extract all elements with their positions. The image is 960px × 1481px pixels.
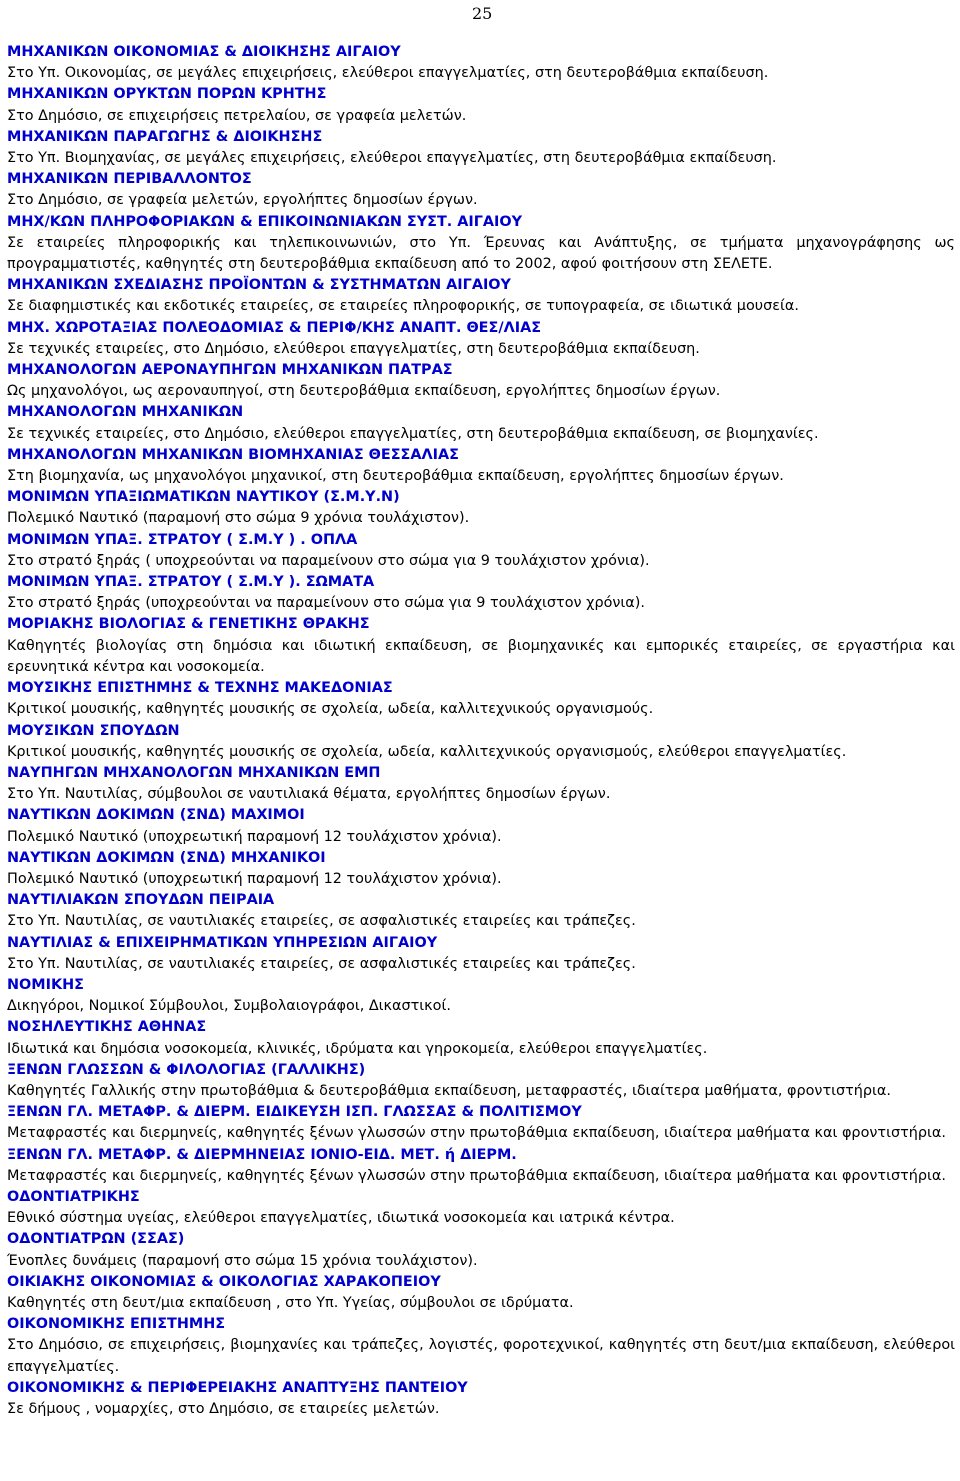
entry (7, 402, 955, 444)
entry (7, 678, 955, 720)
entry-description: Πολεμικό Ναυτικό (υποχρεωτική παραμονή 12 τουλάχιστον χρόνια). (7, 870, 502, 887)
entry-description: Στο στρατό ξηράς ( υποχρεούνται να παραμείνουν στο σώμα για 9 τουλάχιστον χρόνια). (7, 552, 650, 569)
entry (7, 445, 955, 487)
entry (7, 933, 955, 975)
entry-title: ΟΙΚΙΑΚΗΣ ΟΙΚΟΝΟΜΙΑΣ & ΟΙΚΟΛΟΓΙΑΣ ΧΑΡΑΚΟΠΕΙΟΥ (7, 1273, 441, 1290)
entry (7, 1187, 955, 1229)
entry-description: Στη βιομηχανία, ως μηχανολόγοι μηχανικοί, στη δευτεροβάθμια εκπαίδευση, εργολήπτες δημοσίων έργων. (7, 468, 784, 485)
entry (7, 1017, 955, 1059)
entry (7, 975, 955, 1017)
entry (7, 127, 955, 169)
entry-description: Ως μηχανολόγοι, ως αεροναυπηγοί, στη δευτεροβάθμια εκπαίδευση, εργολήπτες δημοσίων έργων. (7, 383, 721, 400)
entry-description: Κριτικοί μουσικής, καθηγητές μουσικής σε σχολεία, ωδεία, καλλιτεχνικούς οργανισμούς. (7, 701, 654, 718)
entry (7, 530, 955, 572)
entry (7, 487, 955, 529)
entry-title: ΝΑΥΤΙΚΩΝ ΔΟΚΙΜΩΝ (ΣΝΔ) ΜΑΧΙΜΟΙ (7, 807, 305, 824)
entry-title: ΜΗΧ/ΚΩΝ ΠΛΗΡΟΦΟΡΙΑΚΩΝ & ΕΠΙΚΟΙΝΩΝΙΑΚΩΝ ΣΥΣΤ. ΑΙΓΑΙΟΥ (7, 213, 523, 230)
entry-description: Στο Υπ. Ναυτιλίας, σε ναυτιλιακές εταιρείες, σε ασφαλιστικές εταιρείες και τράπεζες. (7, 913, 636, 930)
entry-title: ΝΑΥΠΗΓΩΝ ΜΗΧΑΝΟΛΟΓΩΝ ΜΗΧΑΝΙΚΩΝ ΕΜΠ (7, 764, 381, 781)
entry (7, 1314, 955, 1378)
entry-title: ΟΔΟΝΤΙΑΤΡΙΚΗΣ (7, 1188, 140, 1205)
entry-title: ΞΕΝΩΝ ΓΛ. ΜΕΤΑΦΡ. & ΔΙΕΡΜΗΝΕΙΑΣ ΙΟΝΙΟ-ΕΙΔ. ΜΕΤ. ή ΔΙΕΡΜ. (7, 1146, 517, 1163)
entry-title: ΜΗΧΑΝΙΚΩΝ ΠΑΡΑΓΩΓΗΣ & ΔΙΟΙΚΗΣΗΣ (7, 128, 323, 145)
entry-description: Ιδιωτικά και δημόσια νοσοκομεία, κλινικές, ιδρύματα και γηροκομεία, ελεύθεροι επαγγελματίες. (7, 1040, 708, 1057)
entry (7, 84, 955, 126)
entry-description: Πολεμικό Ναυτικό (παραμονή στο σώμα 9 χρόνια τουλάχιστον). (7, 510, 470, 527)
entry (7, 360, 955, 402)
entry (7, 1145, 955, 1187)
entry (7, 721, 955, 763)
entry-title: ΜΟΝΙΜΩΝ ΥΠΑΞ. ΣΤΡΑΤΟΥ ( Σ.Μ.Υ ) . ΟΠΛΑ (7, 531, 358, 548)
entry-title: ΞΕΝΩΝ ΓΛΩΣΣΩΝ & ΦΙΛΟΛΟΓΙΑΣ (ΓΑΛΛΙΚΗΣ) (7, 1061, 366, 1078)
entry-title: ΝΑΥΤΙΚΩΝ ΔΟΚΙΜΩΝ (ΣΝΔ) ΜΗΧΑΝΙΚΟΙ (7, 849, 326, 866)
entry-description: Στο Υπ. Οικονομίας, σε μεγάλες επιχειρήσεις, ελεύθεροι επαγγελματίες, στη δευτεροβάθμια εκπαίδευση. (7, 65, 769, 82)
page-number: 25 (472, 4, 493, 23)
entry (7, 42, 955, 84)
entry (7, 1272, 955, 1314)
entry-description: Σε διαφημιστικές και εκδοτικές εταιρείες, σε εταιρείες πληροφορικής, σε τυπογραφεία, σε ιδιωτικά μουσεία. (7, 298, 799, 315)
entry (7, 275, 955, 317)
entry-description: Ένοπλες δυνάμεις (παραμονή στο σώμα 15 χρόνια τουλάχιστον). (7, 1252, 478, 1269)
entry-description: Σε εταιρείες πληροφορικής και τηλεπικοινωνιών, στο Υπ. Έρευνας και Ανάπτυξης, σε τμήματα μηχανογράφησης ως προγραμματιστές, καθηγητές στη δευτεροβάθμια εκπαίδευση από το 2002, αφού φοιτήσουν στη ΣΕΛΕΤΕ. (7, 234, 955, 273)
entry-title: ΜΗΧΑΝΙΚΩΝ ΠΕΡΙΒΑΛΛΟΝΤΟΣ (7, 171, 252, 188)
entry (7, 1378, 955, 1420)
entry-title: ΝΟΜΙΚΗΣ (7, 976, 84, 993)
entry-description: Δικηγόροι, Νομικοί Σύμβουλοι, Συμβολαιογράφοι, Δικαστικοί. (7, 998, 451, 1015)
entry-title: ΝΟΣΗΛΕΥΤΙΚΗΣ ΑΘΗΝΑΣ (7, 1019, 207, 1036)
entry-title: ΝΑΥΤΙΛΙΑΣ & ΕΠΙΧΕΙΡΗΜΑΤΙΚΩΝ ΥΠΗΡΕΣΙΩΝ ΑΙΓΑΙΟΥ (7, 934, 438, 951)
entry-title: ΜΟΥΣΙΚΗΣ ΕΠΙΣΤΗΜΗΣ & ΤΕΧΝΗΣ ΜΑΚΕΔΟΝΙΑΣ (7, 680, 393, 697)
entry-title: ΜΗΧΑΝΟΛΟΓΩΝ ΑΕΡΟΝΑΥΠΗΓΩΝ ΜΗΧΑΝΙΚΩΝ ΠΑΤΡΑΣ (7, 362, 453, 379)
entry-title: ΞΕΝΩΝ ΓΛ. ΜΕΤΑΦΡ. & ΔΙΕΡΜ. ΕΙΔΙΚΕΥΣΗ ΙΣΠ. ΓΛΩΣΣΑΣ & ΠΟΛΙΤΙΣΜΟΥ (7, 1104, 582, 1121)
entry (7, 614, 955, 678)
entry-description: Στο Υπ. Ναυτιλίας, σε ναυτιλιακές εταιρείες, σε ασφαλιστικές εταιρείες και τράπεζες. (7, 955, 636, 972)
entry (7, 848, 955, 890)
entry-title: ΜΗΧΑΝΙΚΩΝ ΟΡΥΚΤΩΝ ΠΟΡΩΝ ΚΡΗΤΗΣ (7, 86, 327, 103)
entry-description: Καθηγητές βιολογίας στη δημόσια και ιδιωτική εκπαίδευση, σε βιομηχανικές και εμπορικές εταιρείες, σε εργαστήρια και ερευνητικά κέντρα και νοσοκομεία. (7, 637, 955, 675)
entry (7, 572, 955, 614)
entry-description: Κριτικοί μουσικής, καθηγητές μουσικής σε σχολεία, ωδεία, καλλιτεχνικούς οργανισμούς, ελεύθεροι επαγγελματίες. (7, 743, 847, 760)
entry-description: Πολεμικό Ναυτικό (υποχρεωτική παραμονή 12 τουλάχιστον χρόνια). (7, 828, 502, 845)
entry (7, 1229, 955, 1271)
entry (7, 890, 955, 932)
entry-description: Καθηγητές στη δευτ/μια εκπαίδευση , στο Υπ. Υγείας, σύμβουλοι σε ιδρύματα. (7, 1294, 574, 1311)
entry-description: Στο Υπ. Ναυτιλίας, σύμβουλοι σε ναυτιλιακά θέματα, εργολήπτες δημοσίων έργων. (7, 786, 611, 803)
entry-description: Στο Δημόσιο, σε επιχειρήσεις πετρελαίου, σε γραφεία μελετών. (7, 107, 467, 124)
entry-title: ΜΗΧΑΝΟΛΟΓΩΝ ΜΗΧΑΝΙΚΩΝ ΒΙΟΜΗΧΑΝΙΑΣ ΘΕΣΣΑΛΙΑΣ (7, 446, 459, 463)
entry-title: ΟΙΚΟΝΟΜΙΚΗΣ & ΠΕΡΙΦΕΡΕΙΑΚΗΣ ΑΝΑΠΤΥΞΗΣ ΠΑΝΤΕΙΟΥ (7, 1379, 468, 1396)
entry-title: ΝΑΥΤΙΛΙΑΚΩΝ ΣΠΟΥΔΩΝ ΠΕΙΡΑΙΑ (7, 892, 275, 909)
entry-description: Μεταφραστές και διερμηνείς, καθηγητές ξένων γλωσσών στην πρωτοβάθμια εκπαίδευση, ιδιαίτερα μαθήματα και φροντιστήρια. (7, 1167, 946, 1184)
entry-title: ΜΗΧ. ΧΩΡΟΤΑΞΙΑΣ ΠΟΛΕΟΔΟΜΙΑΣ & ΠΕΡΙΦ/ΚΗΣ ΑΝΑΠΤ. ΘΕΣ/ΛΙΑΣ (7, 319, 542, 336)
entry (7, 805, 955, 847)
entry (7, 1102, 955, 1144)
entry-title: ΜΟΥΣΙΚΩΝ ΣΠΟΥΔΩΝ (7, 722, 180, 739)
entry (7, 763, 955, 805)
document-body (7, 42, 955, 1420)
entry-description: Εθνικό σύστημα υγείας, ελεύθεροι επαγγελματίες, ιδιωτικά νοσοκομεία και ιατρικά κέντρα. (7, 1210, 675, 1227)
entry-title: ΟΔΟΝΤΙΑΤΡΩΝ (ΣΣΑΣ) (7, 1231, 185, 1248)
entry-title: ΜΗΧΑΝΙΚΩΝ ΣΧΕΔΙΑΣΗΣ ΠΡΟΪΟΝΤΩΝ & ΣΥΣΤΗΜΑΤΩΝ ΑΙΓΑΙΟΥ (7, 277, 511, 294)
entry-description: Σε τεχνικές εταιρείες, στο Δημόσιο, ελεύθεροι επαγγελματίες, στη δευτεροβάθμια εκπαίδευση, σε βιομηχανίες. (7, 425, 819, 442)
entry-title: ΜΟΝΙΜΩΝ ΥΠΑΞ. ΣΤΡΑΤΟΥ ( Σ.Μ.Υ ). ΣΩΜΑΤΑ (7, 574, 375, 591)
entry-description: Στο στρατό ξηράς (υποχρεούνται να παραμείνουν στο σώμα για 9 τουλάχιστον χρόνια). (7, 595, 645, 612)
entry-description: Στο Δημόσιο, σε επιχειρήσεις, βιομηχανίες και τράπεζες, λογιστές, φοροτεχνικοί, καθηγητές στη δευτ/μια εκπαίδευση, ελεύθεροι επαγγελματίες. (7, 1337, 955, 1375)
entry-description: Στο Δημόσιο, σε γραφεία μελετών, εργολήπτες δημοσίων έργων. (7, 192, 478, 209)
entry-title: ΜΟΝΙΜΩΝ ΥΠΑΞΙΩΜΑΤΙΚΩΝ ΝΑΥΤΙΚΟΥ (Σ.Μ.Υ.Ν) (7, 489, 400, 506)
entry (7, 212, 955, 276)
entry-description: Σε δήμους , νομαρχίες, στο Δημόσιο, σε εταιρείες μελετών. (7, 1401, 440, 1417)
entry-title: ΜΟΡΙΑΚΗΣ ΒΙΟΛΟΓΙΑΣ & ΓΕΝΕΤΙΚΗΣ ΘΡΑΚΗΣ (7, 616, 370, 633)
entry-description: Καθηγητές Γαλλικής στην πρωτοβάθμια & δευτεροβάθμια εκπαίδευση, μεταφραστές, ιδιαίτερα μαθήματα, φροντιστήρια. (7, 1082, 891, 1099)
entry (7, 318, 955, 360)
entry (7, 169, 955, 211)
entry-title: ΟΙΚΟΝΟΜΙΚΗΣ ΕΠΙΣΤΗΜΗΣ (7, 1316, 226, 1333)
entry-title: ΜΗΧΑΝΟΛΟΓΩΝ ΜΗΧΑΝΙΚΩΝ (7, 404, 244, 421)
entry (7, 1060, 955, 1102)
entry-description: Σε τεχνικές εταιρείες, στο Δημόσιο, ελεύθεροι επαγγελματίες, στη δευτεροβάθμια εκπαίδευση. (7, 340, 700, 357)
entry-description: Στο Υπ. Βιομηχανίας, σε μεγάλες επιχειρήσεις, ελεύθεροι επαγγελματίες, στη δευτεροβάθμια εκπαίδευση. (7, 150, 777, 167)
entry-description: Μεταφραστές και διερμηνείς, καθηγητές ξένων γλωσσών στην πρωτοβάθμια εκπαίδευση, ιδιαίτερα μαθήματα και φροντιστήρια. (7, 1125, 946, 1142)
entry-title: ΜΗΧΑΝΙΚΩΝ ΟΙΚΟΝΟΜΙΑΣ & ΔΙΟΙΚΗΣΗΣ ΑΙΓΑΙΟΥ (7, 44, 401, 60)
